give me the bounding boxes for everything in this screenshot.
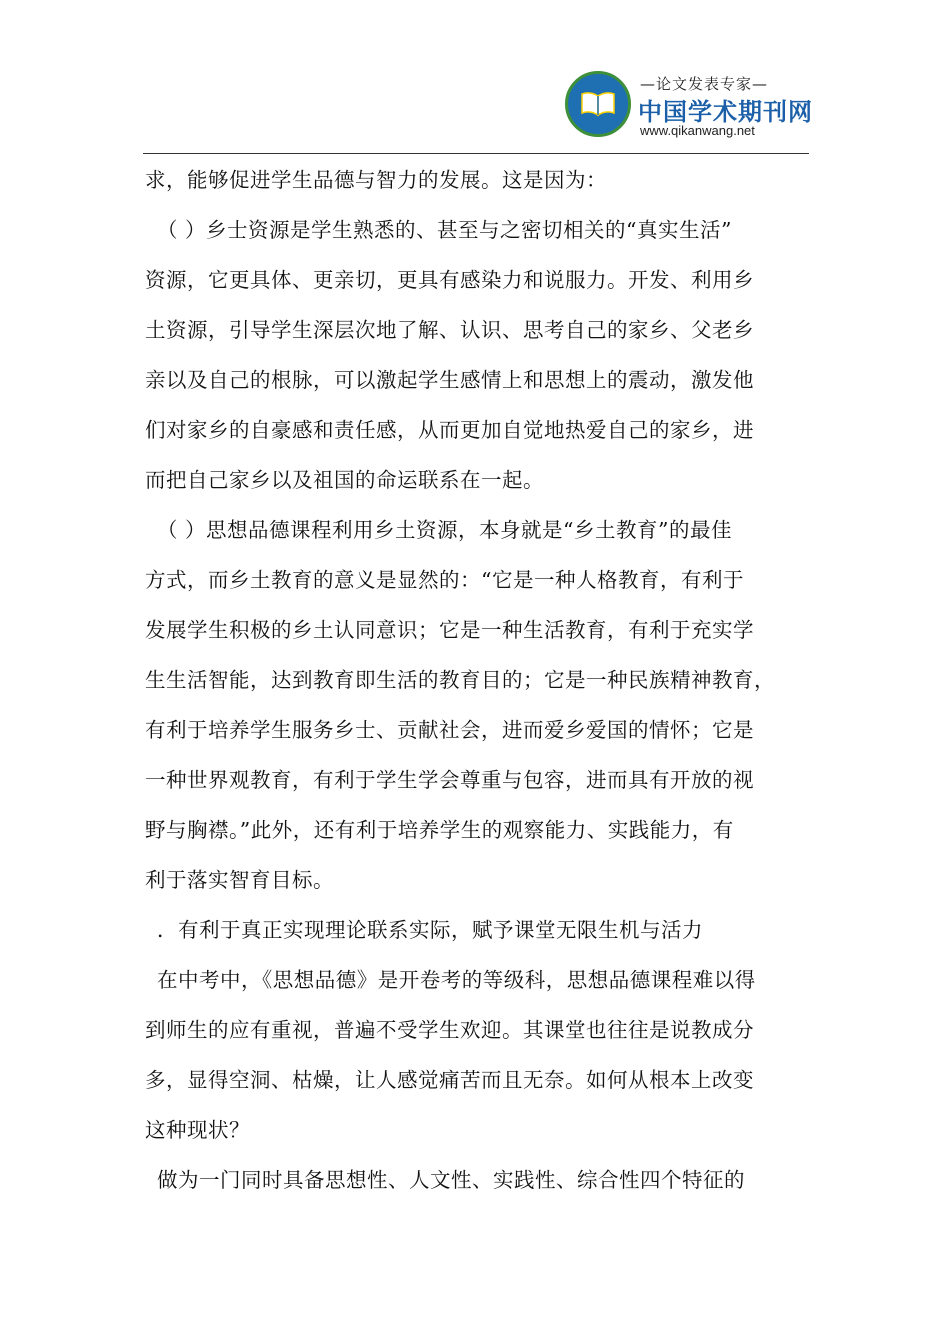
text-line: 发展学生积极的乡土认同意识；它是一种生活教育，有利于充实学 [145, 618, 754, 642]
text-line: 生生活智能，达到教育即生活的教育目的；它是一种民族精神教育， [145, 668, 775, 692]
text-line: 土资源，引导学生深层次地了解、认识、思考自己的家乡、父老乡 [145, 318, 754, 342]
text-line: （ ）思想品德课程利用乡土资源，本身就是“乡土教育”的最佳 [157, 518, 732, 542]
section-heading: ．有利于真正实现理论联系实际，赋予课堂无限生机与活力 [157, 918, 703, 942]
text-line: 而把自己家乡以及祖国的命运联系在一起。 [145, 468, 544, 492]
text-line: 在中考中，《思想品德》是开卷考的等级科，思想品德课程难以得 [157, 968, 756, 992]
page-header [0, 0, 950, 158]
text-line: （ ）乡士资源是学生熟悉的、甚至与之密切相关的“真实生活” [157, 218, 732, 242]
text-line: 这种现状？ [145, 1118, 250, 1142]
text-line: 资源，它更具体、更亲切，更具有感染力和说服力。开发、利用乡 [145, 268, 754, 292]
text-line: 们对家乡的自豪感和责任感，从而更加自觉地热爱自己的家乡，进 [145, 418, 754, 442]
text-line: 到师生的应有重视，普遍不受学生欢迎。其课堂也往往是说教成分 [145, 1018, 754, 1042]
text-line: 利于落实智育目标。 [145, 868, 334, 892]
text-line: 一种世界观教育，有利于学生学会尊重与包容，进而具有开放的视 [145, 768, 754, 792]
logo-site-name: 中国学术期刊网 [638, 98, 813, 126]
text-line: 做为一门同时具备思想性、人文性、实践性、综合性四个特征的 [157, 1168, 745, 1192]
document-body [145, 155, 795, 1205]
header-divider [143, 153, 809, 154]
logo-url: www.qikanwang.net [640, 123, 755, 138]
logo-tagline: —论文发表专家— [640, 75, 769, 93]
text-line: 有利于培养学生服务乡士、贡献社会，进而爱乡爱国的情怀；它是 [145, 718, 754, 742]
text-line: 野与胸襟。”此外，还有利于培养学生的观察能力、实践能力，有 [145, 818, 734, 842]
text-line: 多，显得空洞、枯燥，让人感觉痛苦而且无奈。如何从根本上改变 [145, 1068, 754, 1092]
text-line: 求，能够促进学生品德与智力的发展。这是因为： [145, 168, 607, 192]
text-line: 亲以及自己的根脉，可以激起学生感情上和思想上的震动，激发他 [145, 368, 754, 392]
book-icon [580, 91, 616, 117]
text-line: 方式，而乡土教育的意义是显然的：“它是一种人格教育，有利于 [145, 568, 744, 592]
logo-emblem [565, 71, 631, 137]
